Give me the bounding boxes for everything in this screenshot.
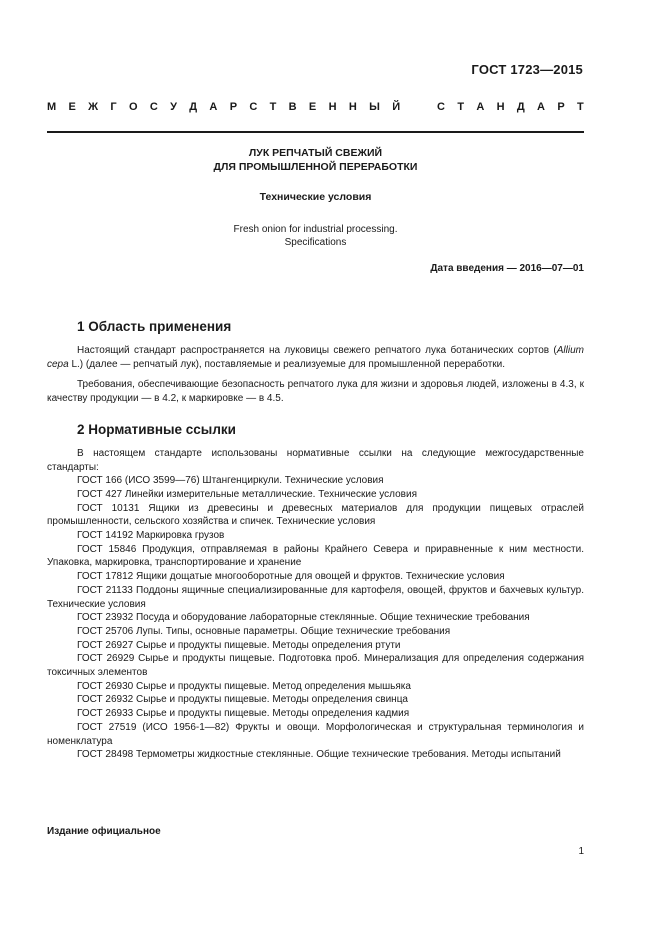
banner-letter: С xyxy=(437,101,445,113)
reference-item: ГОСТ 23932 Посуда и оборудование лабораторные стеклянные. Общие технические требования xyxy=(77,612,530,624)
banner-letter: Т xyxy=(457,101,465,113)
reference-item: ГОСТ 26930 Сырье и продукты пищевые. Метод определения мышьяка xyxy=(77,680,411,692)
banner-letter: Е xyxy=(308,101,317,113)
reference-item: ГОСТ 10131 Ящики из древесины и древесных материалов для продукции пищевых отраслей промышленности, сельского хозяйства и спичек. Технические условия xyxy=(47,502,584,528)
banner-letter: У xyxy=(170,101,177,113)
document-body xyxy=(47,318,584,762)
official-edition-label: Издание официальное xyxy=(47,826,161,837)
banner-letter: Т xyxy=(576,101,584,113)
reference-item: ГОСТ 26929 Сырье и продукты пищевые. Подготовка проб. Минерализация для определения содержания токсичных элементов xyxy=(47,653,584,679)
header-rule xyxy=(47,131,584,133)
banner-letter: С xyxy=(149,101,158,113)
title-block xyxy=(47,146,584,249)
reference-item: ГОСТ 166 (ИСО 3599—76) Штангенциркули. Технические условия xyxy=(77,475,384,487)
reference-item: ГОСТ 28498 Термометры жидкостные стеклянные. Общие технические требования. Методы испытаний xyxy=(77,749,561,761)
banner-letter: О xyxy=(128,101,138,113)
banner-letter: А xyxy=(476,101,485,113)
section-1-heading: 1 Область применения xyxy=(77,319,232,334)
banner-letter: Д xyxy=(189,101,198,113)
banner-letter: С xyxy=(249,101,258,113)
banner-letter: А xyxy=(537,101,545,113)
english-title-line-2: Specifications xyxy=(284,237,347,248)
banner-letter: В xyxy=(288,101,297,113)
banner-letter: Р xyxy=(557,101,565,113)
section-2-heading: 2 Нормативные ссылки xyxy=(77,421,236,437)
banner-letter: Н xyxy=(328,101,337,113)
reference-item: ГОСТ 21133 Поддоны ящичные специализированные для картофеля, овощей, фруктов и бахчевых культур. Технические условия xyxy=(47,584,584,610)
title-line-1: ЛУК РЕПЧАТЫЙ СВЕЖИЙ xyxy=(248,147,383,159)
reference-list xyxy=(47,474,584,762)
section-1-paragraph-2: Требования, обеспечивающие безопасность репчатого лука для жизни и здоровья людей, изложены в 4.3, к качеству продукции — в 4.2, к маркировке — в 4.5. xyxy=(47,379,584,405)
interstate-standard-banner xyxy=(47,101,584,113)
banner-letter: Н xyxy=(496,101,505,113)
banner-letter: Е xyxy=(68,101,76,113)
banner-letter: Г xyxy=(110,101,117,113)
banner-letter: Ж xyxy=(88,101,99,113)
reference-item: ГОСТ 427 Линейки измерительные металлические. Технические условия xyxy=(77,488,417,500)
banner-letter: А xyxy=(209,101,218,113)
reference-item: ГОСТ 17812 Ящики дощатые многооборотные для овощей и фруктов. Технические условия xyxy=(77,571,505,583)
reference-item: ГОСТ 14192 Маркировка грузов xyxy=(77,530,225,542)
document-number: ГОСТ 1723—2015 xyxy=(471,62,583,77)
reference-item: ГОСТ 25706 Лупы. Типы, основные параметры. Общие технические требования xyxy=(77,625,451,637)
banner-letter: Ы xyxy=(369,101,380,113)
introduction-date: Дата введения — 2016—07—01 xyxy=(430,263,584,274)
banner-letter: Р xyxy=(229,101,238,113)
p1-text-after: L.) (далее — репчатый лук), поставляемые и реализуемые для промышленной переработки. xyxy=(68,358,506,370)
reference-item: ГОСТ 27519 (ИСО 1956-1—82) Фрукты и овощи. Морфологическая и структуральная терминология и номенклатура xyxy=(47,721,584,747)
english-title-line-1: Fresh onion for industrial processing. xyxy=(233,224,398,235)
banner-letter: Д xyxy=(516,101,525,113)
banner-letter: Н xyxy=(348,101,357,113)
reference-item: ГОСТ 26927 Сырье и продукты пищевые. Методы определения ртути xyxy=(77,639,401,651)
banner-letter: Й xyxy=(392,101,401,113)
reference-item: ГОСТ 15846 Продукция, отправляемая в районы Крайнего Севера и приравненные к ним местности. Упаковка, маркировка, транспортирование и хранение xyxy=(47,543,584,569)
species-name: Allium cepa xyxy=(47,345,584,370)
subtitle: Технические условия xyxy=(259,191,372,203)
section-2-intro: В настоящем стандарте использованы нормативные ссылки на следующие межгосударственные стандарты: xyxy=(47,447,584,473)
page-number: 1 xyxy=(578,846,584,857)
reference-item: ГОСТ 26932 Сырье и продукты пищевые. Методы определения свинца xyxy=(77,694,408,706)
section-1-paragraph-1 xyxy=(47,344,584,371)
p1-text-before: Настоящий стандарт распространяется на луковицы свежего репчатого лука ботанических сортов ( xyxy=(77,345,557,356)
banner-letter: М xyxy=(47,101,57,113)
title-line-2: ДЛЯ ПРОМЫШЛЕННОЙ ПЕРЕРАБОТКИ xyxy=(213,161,418,173)
reference-item: ГОСТ 26933 Сырье и продукты пищевые. Методы определения кадмия xyxy=(77,708,410,720)
banner-letter: Т xyxy=(269,101,277,113)
